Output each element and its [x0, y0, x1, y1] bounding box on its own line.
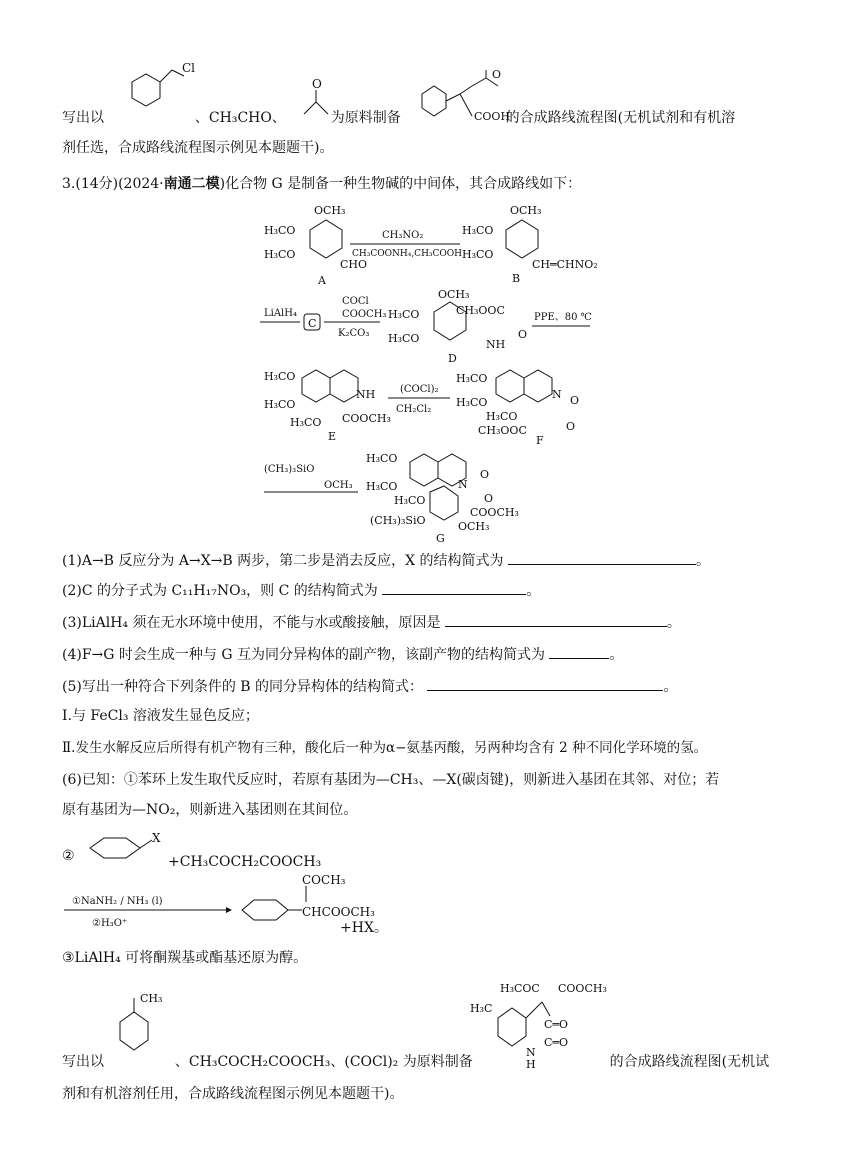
h3co-label: H₃CO [366, 480, 398, 493]
compound-c-label: C [308, 317, 317, 330]
oxygen-label: O [566, 420, 576, 433]
known-3: ③LiAlH₄ 可将酮羰基或酯基还原为醇。 [62, 950, 308, 966]
text: 。 [696, 553, 711, 569]
nh-label: NH [356, 388, 376, 401]
och3-label: OCH₃ [314, 204, 346, 217]
text: 写出以 [62, 1054, 104, 1070]
halogen-label: X [152, 831, 161, 845]
question-3 [62, 612, 681, 633]
question-text: (5)写出一种符合下列条件的 B 的同分异构体的结构简式： [62, 679, 424, 695]
known-1-line2: 原有基团为—NO₂，则新进入基团则在其间位。 [62, 802, 358, 818]
oxygen-label: O [312, 77, 322, 91]
cooh-label: COOH [474, 110, 511, 123]
question-5 [62, 676, 677, 697]
reagent-label: CH₃COONH₄,CH₃COOH [352, 249, 463, 259]
question-text: (3)LiAlH₄ 须在无水环境中使用，不能与水或酸接触，原因是 [62, 615, 441, 631]
h3co-label: H₃CO [486, 410, 518, 423]
question-1 [62, 550, 710, 571]
reagent-label: (COCl)₂ [400, 384, 439, 395]
answer-blank[interactable] [508, 550, 696, 565]
synthesis-scheme [250, 200, 610, 545]
text: 。 [526, 583, 541, 599]
condition-2: Ⅱ.发生水解反应后所得有机产物有三种，酸化后一种为α−氨基丙酸，另两种均含有 2 种不同化学环境的氢。 [62, 740, 708, 756]
chcooch3-label: CHCOOCH₃ [302, 905, 375, 919]
coch3-label: COCH₃ [302, 873, 346, 887]
och3-label: OCH₃ [510, 204, 542, 217]
text: 。 [666, 615, 681, 631]
cooch3-label: COOCH₃ [470, 506, 519, 519]
chchno2-label: CH═CHNO₂ [532, 258, 598, 271]
h3co-label: H₃CO [456, 396, 488, 409]
question-3-header [62, 174, 581, 194]
condition-label: ②H₃O⁺ [92, 918, 128, 929]
known-2-hx: +HX。 [340, 920, 388, 936]
compound-e-label: E [328, 430, 337, 443]
n-label: N [526, 1046, 536, 1059]
condition-1: Ⅰ.与 FeCl₃ 溶液发生显色反应； [62, 708, 259, 724]
cho-label: CHO [340, 258, 368, 271]
answer-blank[interactable] [382, 580, 526, 595]
part1-cont: 剂任选，合成路线流程图示例见本题题干)。 [62, 140, 334, 156]
part1-line [62, 108, 735, 128]
answer-blank[interactable] [427, 676, 663, 691]
text: 、CH₃CHO、 [194, 110, 286, 126]
n-label: N [458, 478, 468, 491]
reagent-label: CH₃NO₂ [382, 230, 424, 241]
oxygen-label: O [484, 492, 494, 505]
carbonyl-label: C═O [544, 1036, 569, 1049]
source-label: 南通二模 [163, 176, 220, 192]
cooch3-label: COOCH₃ [558, 982, 607, 995]
reagent-label: COCl [342, 296, 369, 307]
compound-f-label: F [536, 434, 544, 447]
compound-a-label: A [318, 274, 326, 287]
reagent-label: OCH₃ [324, 480, 353, 491]
condition-label: ①NaNH₂ / NH₃ (l) [72, 896, 163, 907]
h3co-label: H₃CO [264, 370, 296, 383]
reagent-label: CH₂Cl₂ [396, 404, 432, 415]
h3co-label: H₃CO [456, 372, 488, 385]
oxygen-label: O [570, 394, 580, 407]
och3-label: OCH₃ [458, 520, 490, 533]
reagent-label: COOCH₃ [342, 309, 387, 320]
nh-label: NH [486, 338, 506, 351]
h-label: H [526, 1058, 536, 1071]
text: 的合成路线流程图(无机试 [609, 1054, 770, 1070]
h3co-label: H₃CO [264, 398, 296, 411]
h3c-label: H₃C [470, 1002, 493, 1015]
ch3-label: CH₃ [140, 992, 163, 1005]
reagent-label: K₂CO₃ [338, 328, 370, 339]
oxygen-label: O [480, 468, 490, 481]
question-4 [62, 644, 623, 665]
question-text: (4)F→G 时会生成一种与 G 互为同分异构体的副产物，该副产物的结构简式为 [62, 647, 545, 663]
h3co-label: H₃CO [290, 416, 322, 429]
h3co-label: H₃CO [462, 248, 494, 261]
question-text: (2)C 的分子式为 C₁₁H₁₇NO₃，则 C 的结构简式为 [62, 583, 378, 599]
oxygen-label: O [518, 328, 528, 341]
aryl-halide-structure [86, 826, 166, 876]
compound-b-label: B [512, 272, 521, 285]
h3coc-label: H₃COC [500, 982, 540, 995]
ch3ooc-label: CH₃OOC [478, 424, 527, 437]
chlorine-label: Cl [182, 61, 196, 75]
answer-blank[interactable] [445, 612, 667, 627]
known-2-num: ② [62, 848, 75, 864]
known-1-line1: (6)已知：①苯环上发生取代反应时，若原有基团为—CH₃、—X(碳卤键)，则新进入基团在其邻、对位；若 [62, 772, 720, 788]
text: 写出以 [62, 110, 104, 126]
text: 。 [663, 679, 678, 695]
text: 3.(14分)(2024· [62, 176, 164, 192]
reagent-label: PPE、80 ℃ [534, 312, 592, 323]
ketone-oxygen-label: O [492, 68, 502, 81]
h3co-label: H₃CO [264, 224, 296, 237]
final-line [62, 1052, 769, 1072]
text: 、CH₃COCH₂COOCH₃、(COCl)₂ 为原料制备 [174, 1054, 473, 1070]
question-2 [62, 580, 540, 601]
compound-g-label: G [436, 532, 445, 545]
carbonyl-label: C═O [544, 1018, 569, 1031]
text: 为原料制备 [330, 110, 401, 126]
text: 。 [609, 647, 624, 663]
reagent-label: (CH₃)₃SiO [264, 464, 315, 475]
reagent-label: LiAlH₄ [264, 308, 297, 319]
cooch3-label: COOCH₃ [342, 412, 391, 425]
final-cont: 剂和有机溶剂任用，合成路线流程图示例见本题题干)。 [62, 1086, 404, 1102]
compound-d-label: D [448, 352, 457, 365]
h3co-label: H₃CO [394, 494, 426, 507]
h3co-label: H₃CO [366, 452, 398, 465]
ch3ooc-label: CH₃OOC [456, 304, 505, 317]
tms-label: (CH₃)₃SiO [370, 514, 426, 527]
h3co-label: H₃CO [462, 224, 494, 237]
question-text: (1)A→B 反应分为 A→X→B 两步，第二步是消去反应，X 的结构简式为 [62, 553, 504, 569]
text: 的合成路线流程图(无机试剂和有机溶 [505, 110, 736, 126]
n-label: N [552, 388, 562, 401]
h3co-label: H₃CO [264, 248, 296, 261]
h3co-label: H₃CO [388, 308, 420, 321]
known-2-reagent: +CH₃COCH₂COOCH₃ [168, 854, 322, 870]
answer-blank[interactable] [549, 644, 609, 659]
och3-label: OCH₃ [438, 288, 470, 301]
text: )化合物 G 是制备一种生物碱的中间体，其合成路线如下： [219, 176, 582, 192]
h3co-label: H₃CO [388, 332, 420, 345]
